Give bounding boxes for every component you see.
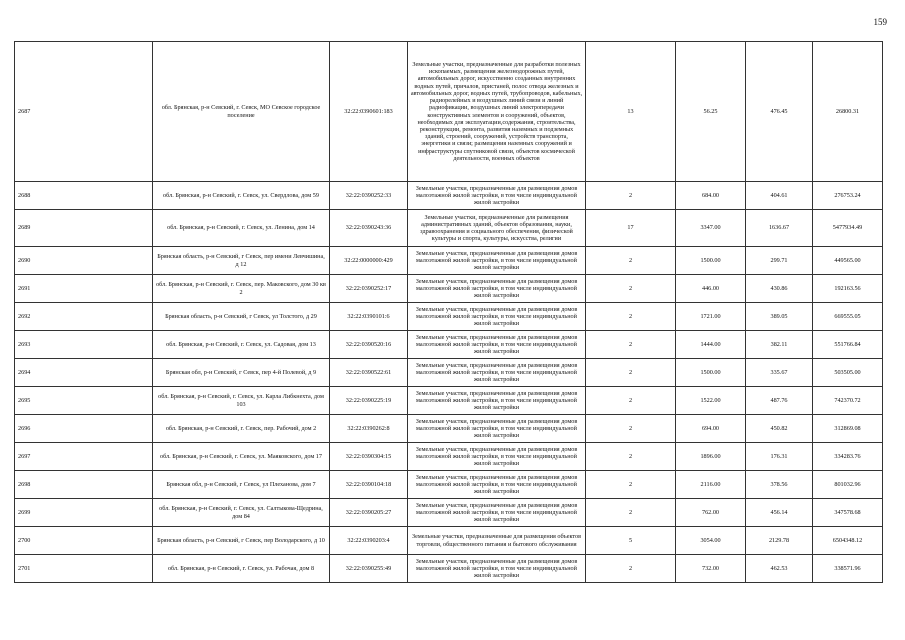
table-row <box>15 555 883 583</box>
row-number: 2689 <box>15 210 153 247</box>
table-row <box>15 499 883 527</box>
row-cadastral-value: 551766.84 <box>813 331 883 359</box>
row-area: 694.00 <box>676 415 746 443</box>
row-number: 2700 <box>15 527 153 555</box>
row-address: обл. Брянская, р-н Севский, г. Севск, ул. Карла Либкнехта, дом 103 <box>153 387 330 415</box>
row-rate: 1636.67 <box>746 210 813 247</box>
row-number: 2701 <box>15 555 153 583</box>
row-land-use: Земельные участки, предназначенные для размещения домов малоэтажной жилой застройки, в том числе индивидуальной жилой застройки <box>408 387 586 415</box>
row-area: 1500.00 <box>676 247 746 275</box>
row-number: 2697 <box>15 443 153 471</box>
row-land-use: Земельные участки, предназначенные для разработки полезных ископаемых, размещения железнодорожных путей, автомобильных дорог, искусственно созданных внутренних водных путей, причалов, пристаней, полос отвода железных и автомобильных дорог, водных путей, трубопроводов, кабельных, радиорелейных и воздушных линий связи и линий радиофикации, воздушных линий электропередачи конструктивных элементов и сооружений, объектов, необходимых для эксплуатации,содержания, строительства, реконструкции, ремонта, развития наземных и подземных зданий, строений, сооружений, устройств транспорта, энергетики и связи; размещения наземных сооружений и инфраструктуры спутниковой связи, объектов космической деятельности, военных объектов <box>408 42 586 182</box>
row-cadastral-number: 32:22:0390252:17 <box>330 275 408 303</box>
row-rate: 176.31 <box>746 443 813 471</box>
row-rate: 404.61 <box>746 182 813 210</box>
row-area: 446.00 <box>676 275 746 303</box>
row-rate: 2129.78 <box>746 527 813 555</box>
row-area: 1896.00 <box>676 443 746 471</box>
page-number: 159 <box>873 17 887 27</box>
row-rate: 450.82 <box>746 415 813 443</box>
row-cadastral-number: 32:22:0390205:27 <box>330 499 408 527</box>
row-address: обл. Брянская, р-н Севский, г. Севск, ул. Свердлова, дом 59 <box>153 182 330 210</box>
row-use-group: 2 <box>586 443 676 471</box>
row-land-use: Земельные участки, предназначенные для размещения объектов торговли, общественного питания и бытового обслуживания <box>408 527 586 555</box>
row-land-use: Земельные участки, предназначенные для размещения домов малоэтажной жилой застройки, в том числе индивидуальной жилой застройки <box>408 471 586 499</box>
row-cadastral-value: 449565.00 <box>813 247 883 275</box>
row-area: 56.25 <box>676 42 746 182</box>
row-area: 732.00 <box>676 555 746 583</box>
row-cadastral-value: 6504348.12 <box>813 527 883 555</box>
table-body <box>15 42 883 583</box>
row-number: 2691 <box>15 275 153 303</box>
row-address: Брянская область, р-н Севский, г Севск, ул Толстого, д 29 <box>153 303 330 331</box>
row-rate: 456.14 <box>746 499 813 527</box>
row-cadastral-number: 32:22:0000000:429 <box>330 247 408 275</box>
row-rate: 430.86 <box>746 275 813 303</box>
row-rate: 382.11 <box>746 331 813 359</box>
row-use-group: 2 <box>586 499 676 527</box>
row-land-use: Земельные участки, предназначенные для размещения домов малоэтажной жилой застройки, в том числе индивидуальной жилой застройки <box>408 182 586 210</box>
row-land-use: Земельные участки, предназначенные для размещения домов малоэтажной жилой застройки, в том числе индивидуальной жилой застройки <box>408 331 586 359</box>
row-cadastral-number: 32:22:0390101:6 <box>330 303 408 331</box>
row-land-use: Земельные участки, предназначенные для размещения домов малоэтажной жилой застройки, в том числе индивидуальной жилой застройки <box>408 275 586 303</box>
row-rate: 299.71 <box>746 247 813 275</box>
row-number: 2692 <box>15 303 153 331</box>
row-use-group: 17 <box>586 210 676 247</box>
row-address: обл. Брянская, р-н Севский, г. Севск, пер. Рабочий, дом 2 <box>153 415 330 443</box>
row-cadastral-value: 312869.08 <box>813 415 883 443</box>
row-use-group: 2 <box>586 275 676 303</box>
row-use-group: 5 <box>586 527 676 555</box>
row-area: 1500.00 <box>676 359 746 387</box>
row-number: 2693 <box>15 331 153 359</box>
row-area: 1522.00 <box>676 387 746 415</box>
row-area: 762.00 <box>676 499 746 527</box>
row-cadastral-number: 32:22:0390203:4 <box>330 527 408 555</box>
row-rate: 389.05 <box>746 303 813 331</box>
row-area: 1444.00 <box>676 331 746 359</box>
row-rate: 378.56 <box>746 471 813 499</box>
row-use-group: 2 <box>586 471 676 499</box>
table-row <box>15 182 883 210</box>
row-cadastral-value: 347578.68 <box>813 499 883 527</box>
row-number: 2687 <box>15 42 153 182</box>
row-number: 2695 <box>15 387 153 415</box>
cadastral-value-table <box>14 41 883 583</box>
row-address: Брянская обл, р-н Севский, г Севск, пер 4-й Полевой, д 9 <box>153 359 330 387</box>
row-cadastral-number: 32:22:0390601:183 <box>330 42 408 182</box>
row-cadastral-number: 32:22:0390522:61 <box>330 359 408 387</box>
table-row <box>15 527 883 555</box>
row-area: 2116.00 <box>676 471 746 499</box>
row-rate: 462.53 <box>746 555 813 583</box>
row-area: 684.00 <box>676 182 746 210</box>
row-cadastral-number: 32:22:0390252:33 <box>330 182 408 210</box>
row-number: 2699 <box>15 499 153 527</box>
row-cadastral-value: 669555.05 <box>813 303 883 331</box>
table-row <box>15 387 883 415</box>
row-cadastral-value: 276753.24 <box>813 182 883 210</box>
row-land-use: Земельные участки, предназначенные для размещения домов малоэтажной жилой застройки, в том числе индивидуальной жилой застройки <box>408 443 586 471</box>
row-use-group: 2 <box>586 182 676 210</box>
row-use-group: 2 <box>586 247 676 275</box>
table-row <box>15 331 883 359</box>
row-cadastral-number: 32:22:0390243:36 <box>330 210 408 247</box>
row-cadastral-number: 32:22:0390104:18 <box>330 471 408 499</box>
table-row <box>15 247 883 275</box>
table-row <box>15 415 883 443</box>
row-use-group: 2 <box>586 359 676 387</box>
row-cadastral-value: 192163.56 <box>813 275 883 303</box>
table-row <box>15 471 883 499</box>
table-row <box>15 303 883 331</box>
row-address: обл. Брянская, р-н Севский, г. Севск, ул. Садовая, дом 13 <box>153 331 330 359</box>
table-row <box>15 443 883 471</box>
row-rate: 487.76 <box>746 387 813 415</box>
table-row <box>15 42 883 182</box>
row-address: обл. Брянская, р-н Севский, г. Севск, ул. Ленина, дом 14 <box>153 210 330 247</box>
row-cadastral-number: 32:22:0390255:49 <box>330 555 408 583</box>
row-number: 2696 <box>15 415 153 443</box>
row-cadastral-value: 801032.96 <box>813 471 883 499</box>
row-number: 2694 <box>15 359 153 387</box>
row-cadastral-number: 32:22:0390520:16 <box>330 331 408 359</box>
table-row <box>15 275 883 303</box>
row-address: обл. Брянская, р-н Севский, г. Севск, ул. Салтыкова-Щедрина, дом 84 <box>153 499 330 527</box>
row-number: 2698 <box>15 471 153 499</box>
row-land-use: Земельные участки, предназначенные для размещения домов малоэтажной жилой застройки, в том числе индивидуальной жилой застройки <box>408 499 586 527</box>
table-row <box>15 210 883 247</box>
row-use-group: 2 <box>586 303 676 331</box>
row-address: обл. Брянская, р-н Севский, г. Севск, пер. Маковского, дом 30 кв 2 <box>153 275 330 303</box>
row-address: Брянская область, р-н Севский, г Севск, пер Володарского, д 10 <box>153 527 330 555</box>
row-address: Брянская обл, р-н Севский, г Севск, ул Плеханова, дом 7 <box>153 471 330 499</box>
row-land-use: Земельные участки, предназначенные для размещения домов малоэтажной жилой застройки, в том числе индивидуальной жилой застройки <box>408 359 586 387</box>
row-area: 3347.00 <box>676 210 746 247</box>
row-use-group: 2 <box>586 415 676 443</box>
row-use-group: 2 <box>586 331 676 359</box>
row-cadastral-value: 503505.00 <box>813 359 883 387</box>
row-cadastral-value: 334283.76 <box>813 443 883 471</box>
row-cadastral-number: 32:22:0390225:19 <box>330 387 408 415</box>
row-number: 2690 <box>15 247 153 275</box>
row-use-group: 13 <box>586 42 676 182</box>
row-number: 2688 <box>15 182 153 210</box>
row-rate: 335.67 <box>746 359 813 387</box>
row-use-group: 2 <box>586 387 676 415</box>
row-cadastral-value: 5477934.49 <box>813 210 883 247</box>
row-address: обл. Брянская, р-н Севский, г. Севск, ул. Рабочая, дом 8 <box>153 555 330 583</box>
row-cadastral-value: 742370.72 <box>813 387 883 415</box>
row-land-use: Земельные участки, предназначенные для размещения административных зданий, объектов образования, науки, здравоохранения и социального обеспечения, физической культуры и спорта, культуры, искусства, религии <box>408 210 586 247</box>
row-cadastral-number: 32:22:0390304:15 <box>330 443 408 471</box>
row-cadastral-value: 26800.31 <box>813 42 883 182</box>
row-land-use: Земельные участки, предназначенные для размещения домов малоэтажной жилой застройки, в том числе индивидуальной жилой застройки <box>408 247 586 275</box>
row-cadastral-value: 338571.96 <box>813 555 883 583</box>
row-address: Брянская область, р-н Севский, г Севск, пер имени Левчишина, д 12 <box>153 247 330 275</box>
row-area: 1721.00 <box>676 303 746 331</box>
row-land-use: Земельные участки, предназначенные для размещения домов малоэтажной жилой застройки, в том числе индивидуальной жилой застройки <box>408 555 586 583</box>
row-address: обл. Брянская, р-н Севский, г. Севск, ул. Маяковского, дом 17 <box>153 443 330 471</box>
table-row <box>15 359 883 387</box>
row-cadastral-number: 32:22:0390262:8 <box>330 415 408 443</box>
row-area: 3054.00 <box>676 527 746 555</box>
row-use-group: 2 <box>586 555 676 583</box>
row-rate: 476.45 <box>746 42 813 182</box>
row-land-use: Земельные участки, предназначенные для размещения домов малоэтажной жилой застройки, в том числе индивидуальной жилой застройки <box>408 415 586 443</box>
row-address: обл. Брянская, р-н Севский, г. Севск, МО Севское городское поселение <box>153 42 330 182</box>
row-land-use: Земельные участки, предназначенные для размещения домов малоэтажной жилой застройки, в том числе индивидуальной жилой застройки <box>408 303 586 331</box>
